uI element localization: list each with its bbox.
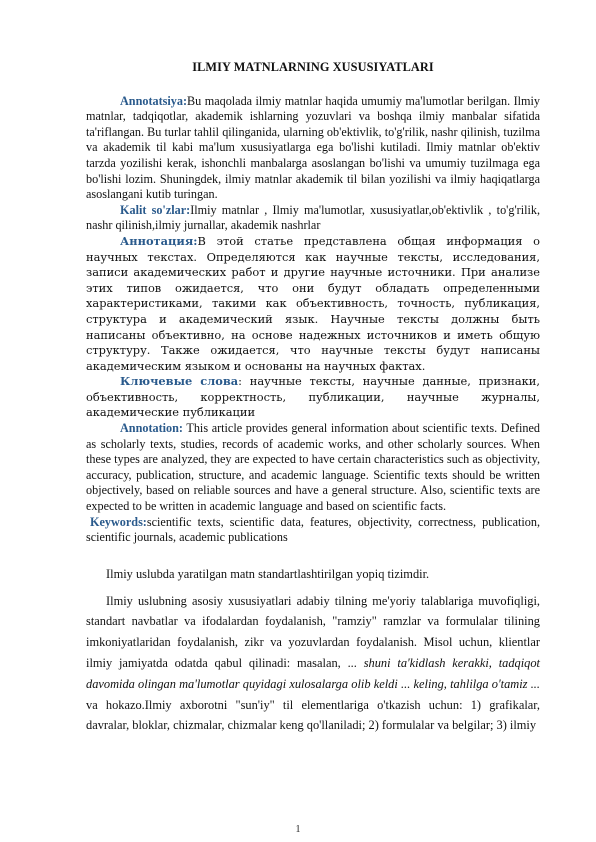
body-paragraph-2-italic: shuni ta'kidlash kerakki, tadqiqot davomida olingan ma'lumotlar quyidagi xulosalarga olib keldi ... keling, tahlilga o'tamiz ... (86, 656, 540, 691)
en-annotation (86, 421, 540, 515)
paper-title: ILMIY MATNLARNING XUSUSIYATLARI (192, 60, 434, 74)
body-paragraph-2-end: va hokazo.Ilmiy axborotni "sun'iy" til elementlariga o'tkazish uchun: 1) grafikalar, davralar, bloklar, chizmalar, chizmalar keng qo'llaniladi; 2) formulalar va belgilar; 3) ilmiy (86, 697, 540, 733)
ru-annotation-text: В этой статье представлена общая информация о научных текстах. Определяются как научные тексты, исследования, записи академических работ и другие научные источники. При анализе этих типов ожидается, что они будут обладать определенными характеристиками, такими как объективность, точность, публикация, структура и академический язык. Научные тексты должны быть написаны объективно, на основе надежных источников и иметь общую структуру. Также ожидается, что научные тексты будут написаны академическим языком и основаны на научных фактах. (86, 233, 540, 373)
en-keywords-text: scientific texts, scientific data, features, objectivity, correctness, publication, scientific journals, academic publications (86, 514, 540, 545)
article-body (86, 564, 540, 736)
en-keywords (86, 515, 540, 546)
uz-annotation-text: Bu maqolada ilmiy matnlar haqida umumiy ma'lumotlar berilgan. Ilmiy matnlar, tadqiqotlar, akademik ishlarning yozuvlari va boshqa ilmiy manbalar sifatida ta'riflangan. Bu turlar tahlil qilinganida, ularning ob'ektivlik, to'g'rilik, nashr qilinish, tuzilma va akademik til kabi ma'lum xususiyatlarga ega bo'lishi kutiladi. Ilmiy matnlar ob'ektiv tarzda yozilishi kerak, ishonchli manbalarga asoslangan bo'lishi va umumiy tuzilmaga ega bo'lishi lozim. Shuningdek, ilmiy matnlar akademik til bilan yozilishi va ilmiy haqiqatlarga asoslangani kutib turingan. (86, 93, 540, 202)
en-annotation-label: Annotation: (120, 421, 183, 436)
page-number: 1 (295, 824, 301, 835)
uz-annotation-label: Annotatsiya: (120, 93, 188, 108)
uz-keywords-text: Ilmiy matnlar , Ilmiy ma'lumotlar, xususiyatlar,ob'ektivlik , to'g'rilik, nashr qilinish,ilmiy jurnallar, akademik nashrlar (86, 202, 540, 233)
uz-keywords-label: Kalit so'zlar: (120, 202, 191, 217)
uz-keywords (86, 203, 540, 234)
ru-keywords-label: Ключевые слова (120, 374, 239, 389)
body-paragraph-1: Ilmiy uslubda yaratilgan matn standartlashtirilgan yopiq tizimdir. (106, 566, 430, 581)
paper-page (86, 52, 540, 736)
ru-annotation (86, 234, 540, 374)
ru-keywords (86, 374, 540, 421)
uz-annotation (86, 94, 540, 203)
ru-keywords-text: : научные тексты, научные данные, признаки, объективность, корректность, публикации, научные журналы, академические публикации (86, 374, 540, 420)
en-keywords-label: Keywords: (90, 514, 147, 529)
en-annotation-text: This article provides general information about scientific texts. Defined as scholarly texts, studies, records of academic works, and other scholarly sources. When these types are analyzed, they are expected to have certain characteristics such as objectivity, accuracy, publication, structure, and academic language. Scientific texts should be written objectively, based on reliable sources and have a general structure. Also, scientific texts are expected to be written in academic language and based on scientific facts. (86, 421, 540, 514)
body-paragraph-2 (86, 591, 540, 737)
body-paragraph-2-start: Ilmiy uslubning asosiy xususiyatlari adabiy tilning me'yoriy talablariga muvofiqligi, standart navbatlar va ifodalardan foydalanish, "ramziy" ramzlar va formulalar tilining imkoniyatlaridan foydalanish, zikr va yozuvlardan foydalanish. Misol uchun, klientlar ilmiy jamiyatda odatda qabul qilinadi: masalan, ... (86, 593, 540, 670)
ru-annotation-label: Аннотация: (120, 233, 198, 248)
